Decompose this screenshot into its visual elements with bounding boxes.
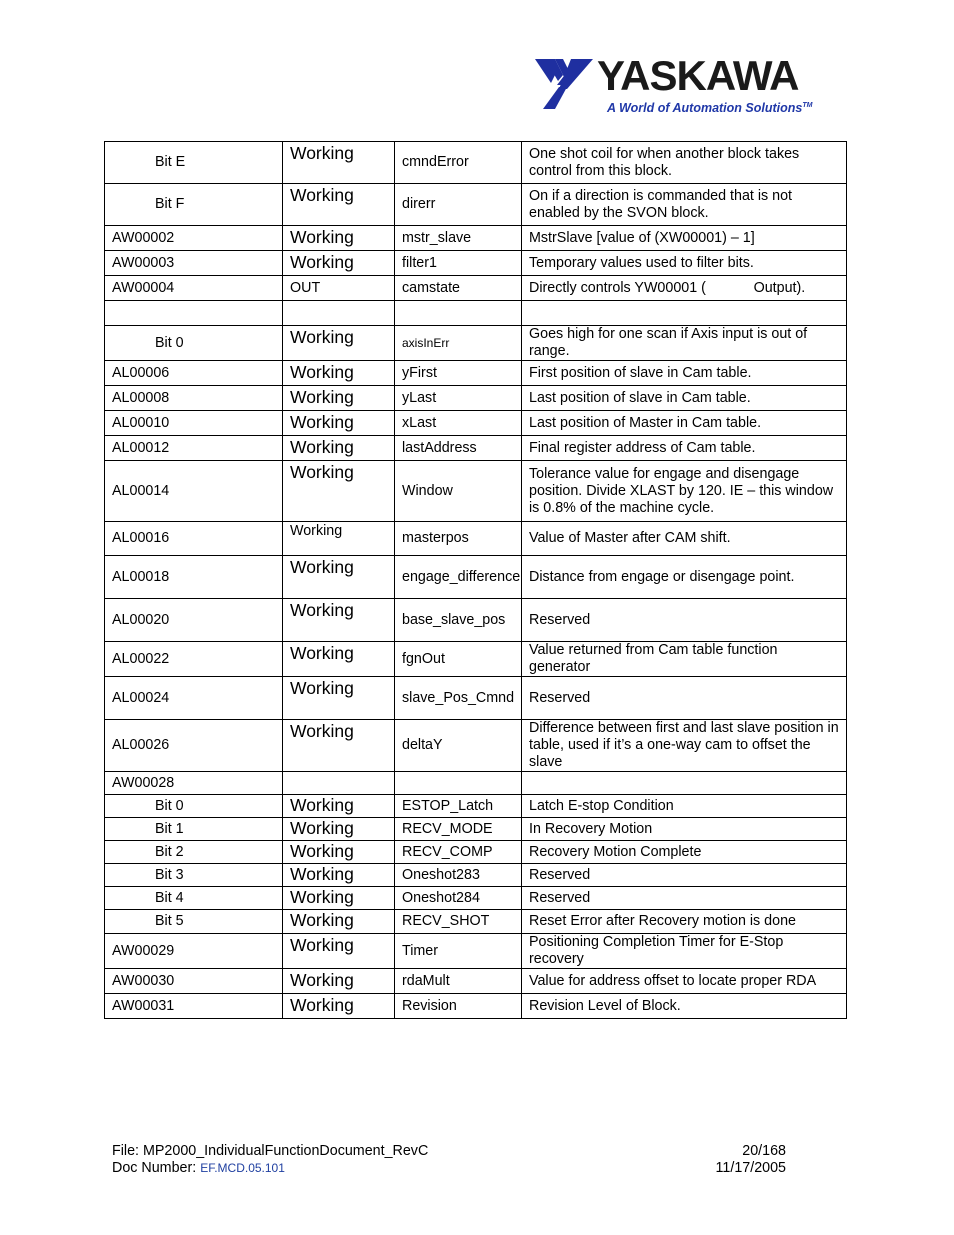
- description-cell: Distance from engage or disengage point.: [522, 556, 847, 599]
- name-cell: filter1: [395, 251, 522, 276]
- name-cell: slave_Pos_Cmnd: [395, 677, 522, 720]
- footer-file-info: [112, 1143, 428, 1177]
- footer-doc-label: Doc Number:: [112, 1160, 201, 1176]
- register-cell: AW00002: [105, 226, 283, 251]
- table-row: [105, 226, 847, 251]
- name-cell: lastAddress: [395, 436, 522, 461]
- description-cell: Recovery Motion Complete: [522, 841, 847, 864]
- name-cell: base_slave_pos: [395, 599, 522, 642]
- footer-page-info: [716, 1143, 787, 1177]
- description-cell: Positioning Completion Timer for E-Stop recovery: [522, 934, 847, 969]
- register-table: [104, 141, 847, 1019]
- table-row: [105, 436, 847, 461]
- type-cell: Working: [283, 642, 395, 677]
- name-cell: Window: [395, 461, 522, 522]
- description-cell: Revision Level of Block.: [522, 994, 847, 1019]
- description-cell: Last position of slave in Cam table.: [522, 386, 847, 411]
- register-cell: Bit 0: [105, 326, 283, 361]
- table-row: [105, 301, 847, 326]
- name-cell: [395, 772, 522, 795]
- name-cell: masterpos: [395, 522, 522, 556]
- yaskawa-brand: YASKAWA: [597, 52, 799, 99]
- type-cell: [283, 301, 395, 326]
- name-cell: engage_difference: [395, 556, 522, 599]
- type-cell: Working: [283, 910, 395, 934]
- register-cell: AW00030: [105, 969, 283, 994]
- table-row: [105, 994, 847, 1019]
- register-cell: AL00014: [105, 461, 283, 522]
- description-cell: Reserved: [522, 677, 847, 720]
- register-cell: AL00018: [105, 556, 283, 599]
- type-cell: Working: [283, 184, 395, 226]
- type-cell: [283, 772, 395, 795]
- register-cell: AW00029: [105, 934, 283, 969]
- yaskawa-tagline: A World of Automation Solutions™: [607, 101, 813, 116]
- register-cell: AL00024: [105, 677, 283, 720]
- table-row: [105, 184, 847, 226]
- name-cell: RECV_SHOT: [395, 910, 522, 934]
- description-cell: On if a direction is commanded that is not enabled by the SVON block.: [522, 184, 847, 226]
- name-cell: yFirst: [395, 361, 522, 386]
- footer-doc-number: EF.MCD.05.101: [200, 1161, 285, 1175]
- description-cell: Directly controls YW00001 ( Output).: [522, 276, 847, 301]
- type-cell: Working: [283, 251, 395, 276]
- type-cell: Working: [283, 841, 395, 864]
- register-cell: AW00003: [105, 251, 283, 276]
- name-cell: [395, 301, 522, 326]
- name-cell: camstate: [395, 276, 522, 301]
- register-cell: Bit 5: [105, 910, 283, 934]
- name-cell: RECV_MODE: [395, 818, 522, 841]
- description-cell: First position of slave in Cam table.: [522, 361, 847, 386]
- table-row: [105, 642, 847, 677]
- description-cell: Reserved: [522, 864, 847, 887]
- description-cell: Last position of Master in Cam table.: [522, 411, 847, 436]
- name-cell: yLast: [395, 386, 522, 411]
- type-cell: Working: [283, 522, 395, 556]
- name-cell: Revision: [395, 994, 522, 1019]
- name-cell: RECV_COMP: [395, 841, 522, 864]
- description-cell: One shot coil for when another block takes control from this block.: [522, 142, 847, 184]
- table-row: [105, 677, 847, 720]
- name-cell: direrr: [395, 184, 522, 226]
- type-cell: Working: [283, 864, 395, 887]
- description-cell: [522, 301, 847, 326]
- name-cell: rdaMult: [395, 969, 522, 994]
- register-cell: AL00022: [105, 642, 283, 677]
- description-cell: Value for address offset to locate proper RDA: [522, 969, 847, 994]
- description-cell: Temporary values used to filter bits.: [522, 251, 847, 276]
- type-cell: Working: [283, 818, 395, 841]
- table-row: [105, 361, 847, 386]
- table-row: [105, 599, 847, 642]
- table-row: [105, 772, 847, 795]
- table-row: [105, 887, 847, 910]
- table-row: [105, 818, 847, 841]
- register-cell: Bit E: [105, 142, 283, 184]
- register-cell: AL00008: [105, 386, 283, 411]
- name-cell: xLast: [395, 411, 522, 436]
- type-cell: Working: [283, 795, 395, 818]
- table-row: [105, 864, 847, 887]
- footer-file-label: File: MP2000_IndividualFunctionDocument_RevC: [112, 1143, 429, 1159]
- name-cell: Oneshot283: [395, 864, 522, 887]
- name-cell: axisInErr: [395, 326, 522, 361]
- table-row: [105, 142, 847, 184]
- name-cell: fgnOut: [395, 642, 522, 677]
- name-cell: mstr_slave: [395, 226, 522, 251]
- description-cell: Latch E-stop Condition: [522, 795, 847, 818]
- register-cell: AW00004: [105, 276, 283, 301]
- table-row: [105, 795, 847, 818]
- type-cell: Working: [283, 994, 395, 1019]
- type-cell: Working: [283, 226, 395, 251]
- type-cell: Working: [283, 887, 395, 910]
- name-cell: deltaY: [395, 720, 522, 772]
- type-cell: Working: [283, 677, 395, 720]
- description-cell: Reserved: [522, 599, 847, 642]
- register-cell: Bit 2: [105, 841, 283, 864]
- type-cell: Working: [283, 461, 395, 522]
- type-cell: Working: [283, 599, 395, 642]
- register-cell: AL00020: [105, 599, 283, 642]
- type-cell: Working: [283, 720, 395, 772]
- footer-page-number: 20/168: [742, 1143, 786, 1159]
- description-cell: Goes high for one scan if Axis input is out of range.: [522, 326, 847, 361]
- description-cell: Reserved: [522, 887, 847, 910]
- register-cell: AW00031: [105, 994, 283, 1019]
- type-cell: Working: [283, 436, 395, 461]
- name-cell: ESTOP_Latch: [395, 795, 522, 818]
- register-cell: Bit 3: [105, 864, 283, 887]
- register-cell: Bit F: [105, 184, 283, 226]
- register-cell: AW00028: [105, 772, 283, 795]
- table-row: [105, 910, 847, 934]
- table-row: [105, 326, 847, 361]
- name-cell: Timer: [395, 934, 522, 969]
- type-cell: OUT: [283, 276, 395, 301]
- table-row: [105, 276, 847, 301]
- type-cell: Working: [283, 969, 395, 994]
- type-cell: Working: [283, 361, 395, 386]
- description-cell: MstrSlave [value of (XW00001) – 1]: [522, 226, 847, 251]
- description-cell: Value of Master after CAM shift.: [522, 522, 847, 556]
- type-cell: Working: [283, 934, 395, 969]
- name-cell: cmndError: [395, 142, 522, 184]
- table-row: [105, 251, 847, 276]
- type-cell: Working: [283, 556, 395, 599]
- description-cell: Value returned from Cam table function generator: [522, 642, 847, 677]
- register-cell: Bit 4: [105, 887, 283, 910]
- register-cell: AL00012: [105, 436, 283, 461]
- description-cell: Reset Error after Recovery motion is done: [522, 910, 847, 934]
- table-row: [105, 386, 847, 411]
- register-cell: AL00026: [105, 720, 283, 772]
- type-cell: Working: [283, 142, 395, 184]
- yaskawa-logo: [533, 52, 823, 122]
- table-row: [105, 934, 847, 969]
- yaskawa-logo-mark-icon: [533, 55, 595, 111]
- table-row: [105, 411, 847, 436]
- table-row: [105, 841, 847, 864]
- description-cell: Final register address of Cam table.: [522, 436, 847, 461]
- table-row: [105, 556, 847, 599]
- register-cell: Bit 0: [105, 795, 283, 818]
- footer-date: 11/17/2005: [715, 1160, 786, 1176]
- type-cell: Working: [283, 326, 395, 361]
- type-cell: Working: [283, 411, 395, 436]
- description-cell: [522, 772, 847, 795]
- table-row: [105, 461, 847, 522]
- description-cell: Tolerance value for engage and disengage position. Divide XLAST by 120. IE – this window is 0.8% of the machine cycle.: [522, 461, 847, 522]
- register-cell: AL00016: [105, 522, 283, 556]
- register-cell: AL00006: [105, 361, 283, 386]
- footer-doc-line: [112, 1160, 428, 1177]
- register-cell: AL00010: [105, 411, 283, 436]
- description-cell: Difference between first and last slave position in table, used if it’s a one-way cam to offset the slave: [522, 720, 847, 772]
- register-cell: [105, 301, 283, 326]
- table-row: [105, 969, 847, 994]
- type-cell: Working: [283, 386, 395, 411]
- name-cell: Oneshot284: [395, 887, 522, 910]
- register-cell: Bit 1: [105, 818, 283, 841]
- table-row: [105, 522, 847, 556]
- description-cell: In Recovery Motion: [522, 818, 847, 841]
- table-row: [105, 720, 847, 772]
